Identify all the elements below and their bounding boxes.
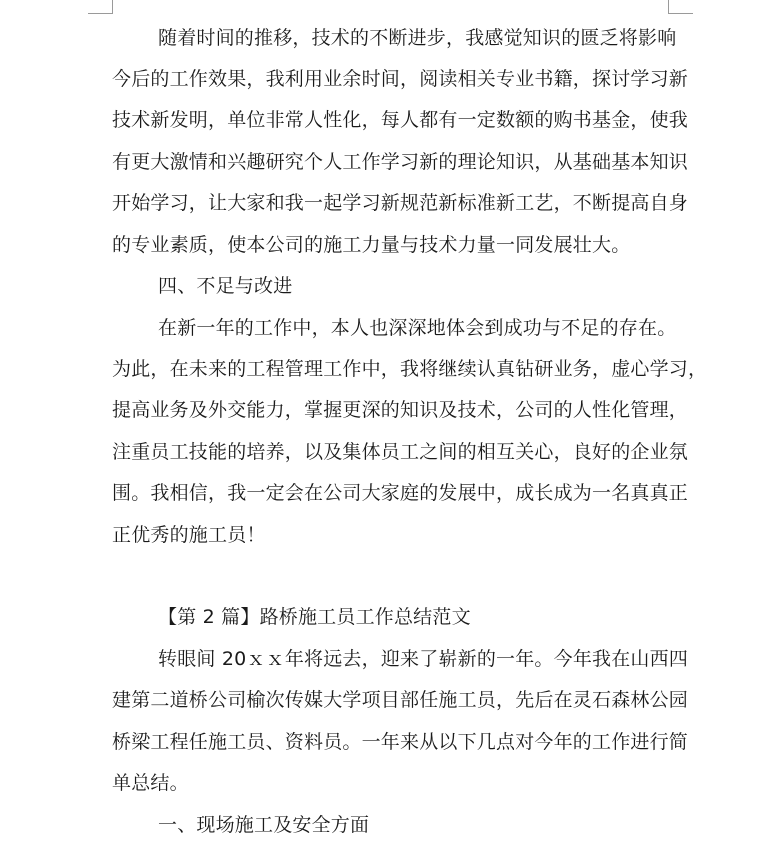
article-title: 【第 2 篇】路桥施工员工作总结范文 <box>158 606 471 628</box>
paragraph-line: 随着时间的推移，技术的不断进步，我感觉知识的匮乏将影响 <box>158 27 677 49</box>
crop-mark-top-right <box>668 0 693 14</box>
paragraph-line: 注重员工技能的培养，以及集体员工之间的相互关心，良好的企业氛 <box>112 441 689 463</box>
paragraph-line: 提高业务及外交能力，掌握更深的知识及技术，公司的人性化管理， <box>112 399 689 421</box>
paragraph-line: 建第二道桥公司榆次传媒大学项目部任施工员，先后在灵石森林公园 <box>112 689 689 711</box>
crop-mark-top-left <box>88 0 113 14</box>
section-heading: 四、不足与改进 <box>158 275 293 297</box>
paragraph-line: 桥梁工程任施工员、资料员。一年来从以下几点对今年的工作进行简 <box>112 731 689 753</box>
section-heading: 一、现场施工及安全方面 <box>158 814 370 836</box>
paragraph-line: 在新一年的工作中，本人也深深地体会到成功与不足的存在。 <box>158 317 677 339</box>
paragraph-line: 为此，在未来的工程管理工作中，我将继续认真钻研业务，虚心学习， <box>112 358 708 380</box>
paragraph-line: 开始学习，让大家和我一起学习新规范新标准新工艺，不断提高自身 <box>112 192 689 214</box>
paragraph-line: 围。我相信，我一定会在公司大家庭的发展中，成长成为一名真真正 <box>112 482 689 504</box>
paragraph-line: 转眼间 20ｘｘ年将远去，迎来了崭新的一年。今年我在山西四 <box>158 648 689 670</box>
paragraph-line: 正优秀的施工员！ <box>112 524 266 546</box>
paragraph-line: 有更大激情和兴趣研究个人工作学习新的理论知识，从基础基本知识 <box>112 151 689 173</box>
paragraph-line: 今后的工作效果，我利用业余时间，阅读相关专业书籍，探讨学习新 <box>112 68 689 90</box>
paragraph-line: 技术新发明，单位非常人性化，每人都有一定数额的购书基金，使我 <box>112 109 689 131</box>
paragraph-line: 的专业素质，使本公司的施工力量与技术力量一同发展壮大。 <box>112 234 631 256</box>
paragraph-line: 单总结。 <box>112 772 189 794</box>
